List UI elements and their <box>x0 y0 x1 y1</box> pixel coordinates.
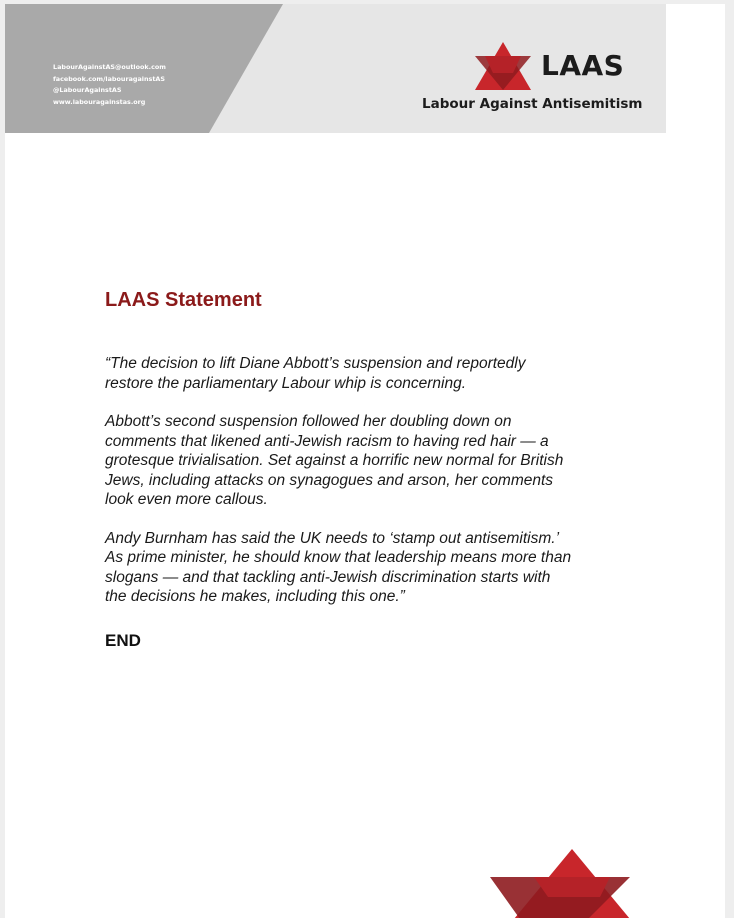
contact-email: LabourAgainstAS@outlook.com <box>53 63 166 71</box>
statement-title: LAAS Statement <box>105 289 262 311</box>
letterhead <box>5 4 666 133</box>
brand-name: LAAS <box>541 49 625 82</box>
red-star-triangle-icon <box>490 849 630 918</box>
end-marker: END <box>105 631 141 650</box>
brand-full-name: Labour Against Antisemitism <box>422 96 643 112</box>
document-page <box>5 4 725 918</box>
contact-website: www.labouragainstas.org <box>53 97 146 106</box>
contact-facebook: facebook.com/labouragainstAS <box>53 74 165 83</box>
statement-paragraph: Abbott’s second suspension followed her doubling down on comments that likened anti-Jewish racism to having red hair — a grotesque trivialisation. Set against a horrific new normal for British Jews, including attacks on synagogues and arson, her comments look even more callous. <box>105 413 564 508</box>
red-star-triangle-icon <box>475 42 531 90</box>
contact-list <box>53 62 166 108</box>
statement-paragraph: “The decision to lift Diane Abbott’s suspension and reportedly restore the parliamentary Labour whip is concerning. <box>105 355 526 392</box>
contact-twitter: @LabourAgainstAS <box>53 86 122 94</box>
statement-paragraph: Andy Burnham has said the UK needs to ‘stamp out antisemitism.’ As prime minister, he should know that leadership means more than slogans — and that tackling anti-Jewish discrimination starts with the decisions he makes, including this one.” <box>105 529 572 605</box>
statement-body <box>105 354 575 626</box>
